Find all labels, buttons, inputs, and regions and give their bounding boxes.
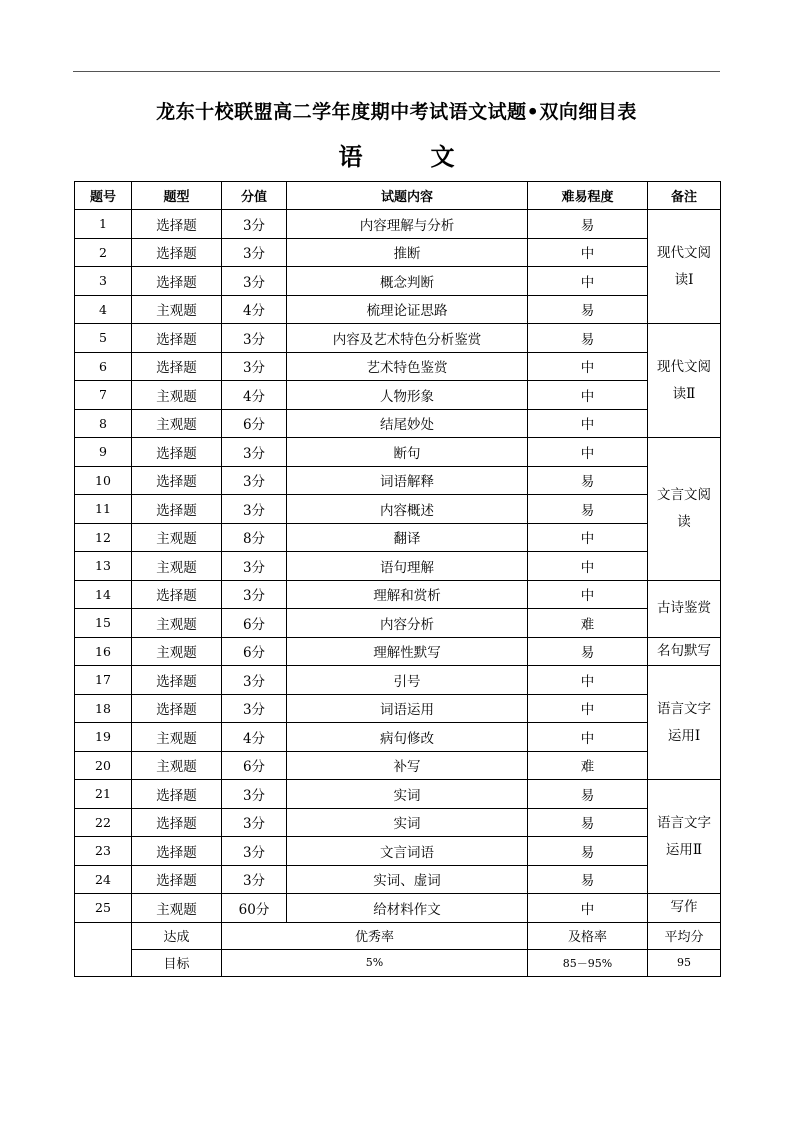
question-number: 25	[75, 894, 132, 923]
question-content: 内容概述	[287, 495, 528, 524]
question-score: 3分	[222, 210, 287, 239]
question-number: 1	[75, 210, 132, 239]
question-score: 60分	[222, 894, 287, 923]
table-row	[75, 694, 721, 723]
question-number: 12	[75, 523, 132, 552]
question-content: 翻译	[287, 523, 528, 552]
table-row	[75, 723, 721, 752]
question-difficulty: 中	[528, 352, 648, 381]
document-title: 龙东十校联盟高二学年度期中考试语文试题•双向细目表	[156, 101, 637, 123]
question-difficulty: 中	[528, 381, 648, 410]
question-content: 给材料作文	[287, 894, 528, 923]
note-modern-reading-2: 现代文阅读Ⅱ	[648, 324, 721, 438]
question-content: 语句理解	[287, 552, 528, 581]
question-content: 实词	[287, 808, 528, 837]
table-row	[75, 466, 721, 495]
table-row	[75, 352, 721, 381]
question-difficulty: 中	[528, 723, 648, 752]
question-number: 7	[75, 381, 132, 410]
table-row	[75, 409, 721, 438]
table-row	[75, 523, 721, 552]
target-blank-cell	[75, 922, 132, 976]
question-difficulty: 易	[528, 837, 648, 866]
question-difficulty: 易	[528, 495, 648, 524]
question-content: 结尾妙处	[287, 409, 528, 438]
table-row	[75, 894, 721, 923]
table-row	[75, 837, 721, 866]
question-content: 艺术特色鉴赏	[287, 352, 528, 381]
question-score: 8分	[222, 523, 287, 552]
table-row	[75, 438, 721, 467]
question-score: 3分	[222, 438, 287, 467]
table-row	[75, 637, 721, 666]
question-difficulty: 中	[528, 666, 648, 695]
question-score: 6分	[222, 637, 287, 666]
question-type: 选择题	[132, 780, 222, 809]
subject-heading: 语 文	[338, 142, 477, 171]
question-number: 23	[75, 837, 132, 866]
question-type: 选择题	[132, 267, 222, 296]
target-label-line1: 达成	[132, 922, 222, 949]
question-content: 内容分析	[287, 609, 528, 638]
question-difficulty: 易	[528, 780, 648, 809]
target-label-line2: 目标	[132, 949, 222, 976]
note-language-1: 语言文字运用Ⅰ	[648, 666, 721, 780]
question-content: 补写	[287, 751, 528, 780]
target-value-row	[75, 949, 721, 976]
question-difficulty: 易	[528, 637, 648, 666]
question-score: 3分	[222, 267, 287, 296]
question-content: 内容及艺术特色分析鉴赏	[287, 324, 528, 353]
question-difficulty: 中	[528, 580, 648, 609]
question-type: 选择题	[132, 694, 222, 723]
table-row	[75, 808, 721, 837]
question-score: 3分	[222, 495, 287, 524]
question-type: 主观题	[132, 751, 222, 780]
question-score: 3分	[222, 808, 287, 837]
question-content: 词语运用	[287, 694, 528, 723]
question-type: 主观题	[132, 409, 222, 438]
question-content: 实词	[287, 780, 528, 809]
question-number: 16	[75, 637, 132, 666]
question-number: 11	[75, 495, 132, 524]
note-modern-reading-1: 现代文阅读Ⅰ	[648, 210, 721, 324]
table-row	[75, 865, 721, 894]
question-type: 选择题	[132, 865, 222, 894]
question-number: 20	[75, 751, 132, 780]
header-content: 试题内容	[287, 182, 528, 210]
question-content: 人物形象	[287, 381, 528, 410]
question-type: 选择题	[132, 324, 222, 353]
question-type: 选择题	[132, 837, 222, 866]
question-number: 9	[75, 438, 132, 467]
table-row	[75, 495, 721, 524]
question-difficulty: 易	[528, 210, 648, 239]
target-value-pass: 85－95%	[528, 949, 648, 976]
header-score: 分值	[222, 182, 287, 210]
question-content: 词语解释	[287, 466, 528, 495]
table-row	[75, 238, 721, 267]
question-number: 8	[75, 409, 132, 438]
question-difficulty: 中	[528, 694, 648, 723]
note-classical-reading: 文言文阅读	[648, 438, 721, 581]
question-difficulty: 中	[528, 238, 648, 267]
question-content: 梳理论证思路	[287, 295, 528, 324]
target-header-row	[75, 922, 721, 949]
question-type: 选择题	[132, 466, 222, 495]
question-score: 4分	[222, 723, 287, 752]
question-type: 主观题	[132, 523, 222, 552]
question-content: 理解性默写	[287, 637, 528, 666]
question-score: 3分	[222, 324, 287, 353]
question-score: 3分	[222, 780, 287, 809]
question-number: 5	[75, 324, 132, 353]
table-row	[75, 609, 721, 638]
question-number: 3	[75, 267, 132, 296]
question-number: 2	[75, 238, 132, 267]
table-row	[75, 295, 721, 324]
question-difficulty: 中	[528, 523, 648, 552]
target-header-average: 平均分	[648, 922, 721, 949]
question-content: 推断	[287, 238, 528, 267]
question-difficulty: 难	[528, 751, 648, 780]
note-poetry: 古诗鉴赏	[648, 580, 721, 637]
note-writing: 写作	[648, 894, 721, 923]
table-row	[75, 552, 721, 581]
target-header-pass: 及格率	[528, 922, 648, 949]
question-difficulty: 易	[528, 865, 648, 894]
table-row	[75, 751, 721, 780]
question-type: 主观题	[132, 552, 222, 581]
question-type: 选择题	[132, 210, 222, 239]
question-content: 引号	[287, 666, 528, 695]
question-number: 13	[75, 552, 132, 581]
question-score: 6分	[222, 609, 287, 638]
question-difficulty: 易	[528, 295, 648, 324]
question-score: 3分	[222, 466, 287, 495]
question-number: 14	[75, 580, 132, 609]
question-number: 22	[75, 808, 132, 837]
question-type: 选择题	[132, 580, 222, 609]
question-score: 3分	[222, 352, 287, 381]
question-type: 主观题	[132, 894, 222, 923]
question-score: 6分	[222, 409, 287, 438]
question-score: 3分	[222, 238, 287, 267]
question-difficulty: 难	[528, 609, 648, 638]
question-difficulty: 中	[528, 409, 648, 438]
target-header-excellent: 优秀率	[222, 922, 528, 949]
header-notes: 备注	[648, 182, 721, 210]
question-type: 主观题	[132, 723, 222, 752]
question-difficulty: 中	[528, 438, 648, 467]
question-content: 概念判断	[287, 267, 528, 296]
question-score: 3分	[222, 552, 287, 581]
question-score: 4分	[222, 295, 287, 324]
table-row	[75, 580, 721, 609]
question-type: 选择题	[132, 808, 222, 837]
table-header-row	[75, 182, 721, 210]
question-content: 实词、虚词	[287, 865, 528, 894]
question-score: 6分	[222, 751, 287, 780]
question-score: 3分	[222, 666, 287, 695]
question-difficulty: 中	[528, 267, 648, 296]
question-score: 3分	[222, 837, 287, 866]
question-type: 主观题	[132, 295, 222, 324]
header-rule	[73, 71, 720, 72]
table-row	[75, 324, 721, 353]
question-score: 3分	[222, 865, 287, 894]
question-difficulty: 中	[528, 894, 648, 923]
question-content: 理解和赏析	[287, 580, 528, 609]
question-content: 断句	[287, 438, 528, 467]
question-number: 19	[75, 723, 132, 752]
header-difficulty: 难易程度	[528, 182, 648, 210]
target-value-average: 95	[648, 949, 721, 976]
header-number: 题号	[75, 182, 132, 210]
note-language-2: 语言文字运用Ⅱ	[648, 780, 721, 894]
table-row	[75, 666, 721, 695]
header-type: 题型	[132, 182, 222, 210]
question-type: 主观题	[132, 609, 222, 638]
question-difficulty: 中	[528, 552, 648, 581]
question-score: 3分	[222, 694, 287, 723]
question-type: 选择题	[132, 352, 222, 381]
question-number: 4	[75, 295, 132, 324]
question-number: 18	[75, 694, 132, 723]
question-type: 主观题	[132, 381, 222, 410]
question-type: 选择题	[132, 438, 222, 467]
question-type: 选择题	[132, 666, 222, 695]
question-number: 21	[75, 780, 132, 809]
question-content: 内容理解与分析	[287, 210, 528, 239]
question-difficulty: 易	[528, 808, 648, 837]
target-value-excellent: 5%	[222, 949, 528, 976]
question-number: 17	[75, 666, 132, 695]
table-row	[75, 780, 721, 809]
spec-table	[74, 181, 721, 977]
table-row	[75, 381, 721, 410]
question-type: 主观题	[132, 637, 222, 666]
question-number: 15	[75, 609, 132, 638]
question-score: 4分	[222, 381, 287, 410]
table-row	[75, 210, 721, 239]
question-type: 选择题	[132, 238, 222, 267]
table-row	[75, 267, 721, 296]
question-content: 文言词语	[287, 837, 528, 866]
question-number: 24	[75, 865, 132, 894]
question-content: 病句修改	[287, 723, 528, 752]
question-type: 选择题	[132, 495, 222, 524]
question-difficulty: 易	[528, 324, 648, 353]
question-difficulty: 易	[528, 466, 648, 495]
question-number: 10	[75, 466, 132, 495]
note-dictation: 名句默写	[648, 637, 721, 666]
question-number: 6	[75, 352, 132, 381]
question-score: 3分	[222, 580, 287, 609]
